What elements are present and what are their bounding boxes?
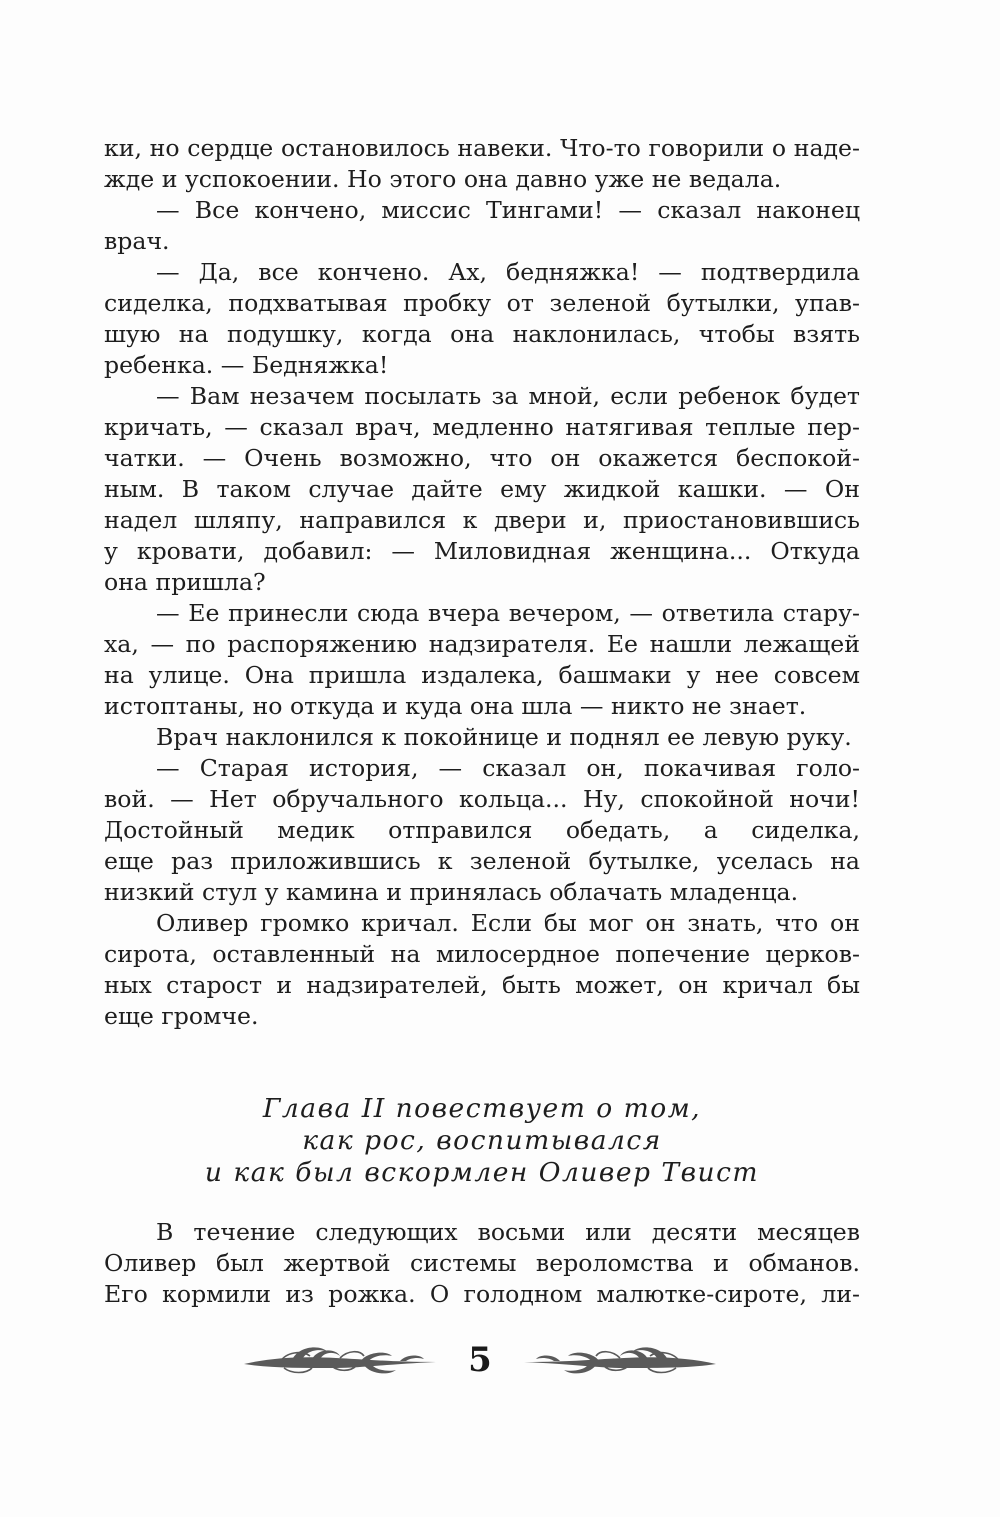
- text-line: ным. В таком случае дайте ему жидкой кашки. — Он: [104, 475, 860, 503]
- text-line: ных старост и надзирателей, быть может, он кричал бы: [104, 971, 860, 999]
- text-line: чатки. — Очень возможно, что он окажется беспокой-: [104, 444, 860, 472]
- chapter-heading: [104, 1093, 860, 1189]
- text-line: истоптаны, но откуда и куда она шла — никто не знает.: [104, 692, 807, 720]
- text-line: Достойный медик отправился обедать, а сиделка,: [104, 816, 860, 844]
- page-number: 5: [468, 1340, 492, 1380]
- text-line: ки, но сердце остановилось навеки. Что-то говорили о наде-: [104, 134, 860, 162]
- text-line: Оливер был жертвой системы вероломства и обманов.: [104, 1249, 860, 1277]
- decorative-flourish-icon: [520, 1338, 720, 1382]
- text-line: ребенка. — Бедняжка!: [104, 351, 389, 379]
- chapter-heading-line: и как был вскормлен Оливер Твист: [204, 1157, 760, 1188]
- chapter-heading-line: как рос, воспитывался: [302, 1125, 662, 1156]
- text-line: еще громче.: [104, 1002, 259, 1030]
- text-line: — Все кончено, миссис Тингами! — сказал наконец: [156, 196, 860, 224]
- text-line: сирота, оставленный на милосердное попечение церков-: [104, 940, 860, 968]
- text-line: Оливер громко кричал. Если бы мог он знать, что он: [156, 909, 860, 937]
- text-line: — Вам незачем посылать за мной, если ребенок будет: [156, 382, 860, 410]
- text-line: кричать, — сказал врач, медленно натягивая теплые пер-: [104, 413, 860, 441]
- decorative-flourish-icon: [240, 1338, 440, 1382]
- body-text-top: [104, 133, 860, 1032]
- text-line: у кровати, добавил: — Миловидная женщина... Откуда: [104, 537, 860, 565]
- text-line: — Да, все кончено. Ах, бедняжка! — подтвердила: [156, 258, 860, 286]
- text-line: Врач наклонился к покойнице и поднял ее левую руку.: [156, 723, 852, 751]
- text-line: Его кормили из рожка. О голодном малютке-сироте, ли-: [104, 1280, 860, 1308]
- text-line: В течение следующих восьми или десяти месяцев: [156, 1218, 860, 1246]
- text-line: — Старая история, — сказал он, покачивая голо-: [156, 754, 860, 782]
- text-line: надел шляпу, направился к двери и, приостановившись: [104, 506, 860, 534]
- page-footer: [240, 1338, 720, 1382]
- text-line: сиделка, подхватывая пробку от зеленой бутылки, упав-: [104, 289, 860, 317]
- text-line: ха, — по распоряжению надзирателя. Ее нашли лежащей: [104, 630, 860, 658]
- chapter-heading-line: Глава II повествует о том,: [262, 1093, 702, 1124]
- text-line: она пришла?: [104, 568, 266, 596]
- text-line: еще раз приложившись к зеленой бутылке, уселась на: [104, 847, 860, 875]
- text-line: жде и успокоении. Но этого она давно уже не ведала.: [104, 165, 782, 193]
- body-text-bottom: [104, 1217, 860, 1310]
- text-line: на улице. Она пришла издалека, башмаки у нее совсем: [104, 661, 860, 689]
- text-line: — Ее принесли сюда вчера вечером, — ответила стару-: [156, 599, 860, 627]
- text-line: врач.: [104, 227, 170, 255]
- text-line: низкий стул у камина и принялась облачать младенца.: [104, 878, 799, 906]
- text-line: вой. — Нет обручального кольца... Ну, спокойной ночи!: [104, 785, 860, 813]
- text-line: шую на подушку, когда она наклонилась, чтобы взять: [104, 320, 860, 348]
